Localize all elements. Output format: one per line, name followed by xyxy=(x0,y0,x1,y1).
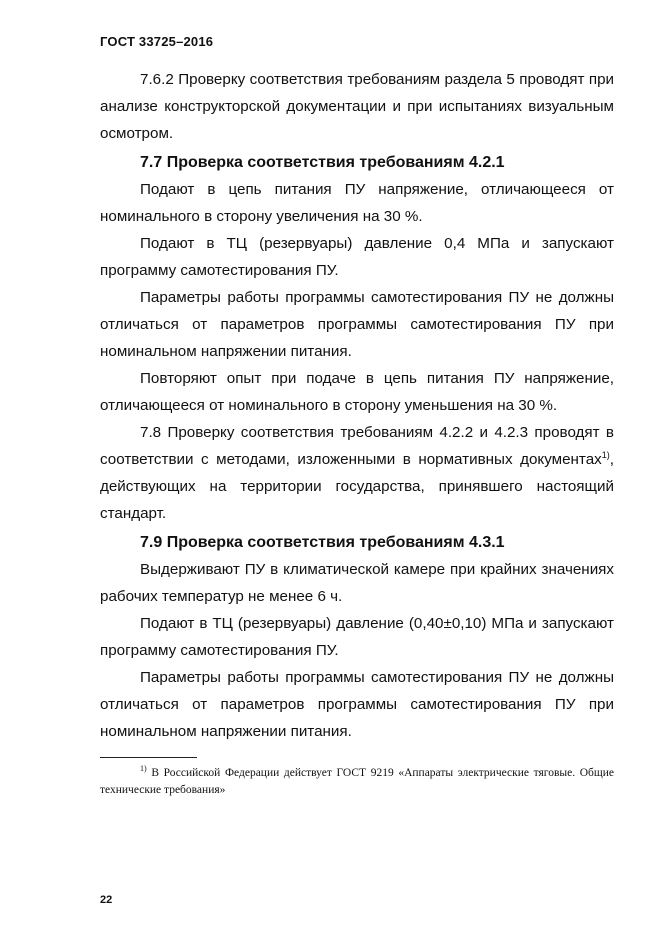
paragraph-7-8 xyxy=(100,419,614,527)
paragraph-7-9-b: Подают в ТЦ (резервуары) давление (0,40±0,10) МПа и запускают программу самотестирования ПУ. xyxy=(100,615,614,659)
document-body xyxy=(100,66,614,745)
footnote-mark: 1) xyxy=(140,764,147,774)
paragraph-7-6-2: 7.6.2 Проверку соответствия требованиям раздела 5 проводят при анализе конструкторской документации и при испытаниях визуальным осмотром. xyxy=(100,71,614,142)
paragraph-7-8-text: 7.8 Проверку соответствия требованиям 4.2.2 и 4.2.3 проводят в соответствии с методами, изложенными в нормативных документах xyxy=(100,424,614,468)
footnote-separator xyxy=(100,757,197,758)
footnote xyxy=(100,765,614,799)
document-header: ГОСТ 33725–2016 xyxy=(100,34,214,49)
paragraph-7-7-a: Подают в цепь питания ПУ напряжение, отличающееся от номинального в сторону увеличения на 30 %. xyxy=(100,181,614,225)
section-heading-7-7: 7.7 Проверка соответствия требованиям 4.2.1 xyxy=(140,154,505,171)
paragraph-7-9-a: Выдерживают ПУ в климатической камере при крайних значениях рабочих температур не менее 6 ч. xyxy=(100,561,614,605)
page-number: 22 xyxy=(100,894,113,906)
paragraph-7-7-c: Параметры работы программы самотестирования ПУ не должны отличаться от параметров программы самотестирования ПУ при номинальном напряжении питания. xyxy=(100,289,614,360)
paragraph-7-7-d: Повторяют опыт при подаче в цепь питания ПУ напряжение, отличающееся от номинального в сторону уменьшения на 30 %. xyxy=(100,370,614,414)
footnote-text: В Российской Федерации действует ГОСТ 9219 «Аппараты электрические тяговые. Общие технические требования» xyxy=(100,767,614,796)
paragraph-7-7-b: Подают в ТЦ (резервуары) давление 0,4 МПа и запускают программу самотестирования ПУ. xyxy=(100,235,614,279)
footnote-reference[interactable]: 1) xyxy=(601,449,610,460)
paragraph-7-9-c: Параметры работы программы самотестирования ПУ не должны отличаться от параметров программы самотестирования ПУ при номинальном напряжении питания. xyxy=(100,669,614,740)
paragraph-7-8-text-end: , действующих на территории государства, принявшего настоящий стандарт. xyxy=(100,451,614,522)
section-heading-7-9: 7.9 Проверка соответствия требованиям 4.3.1 xyxy=(140,534,505,551)
